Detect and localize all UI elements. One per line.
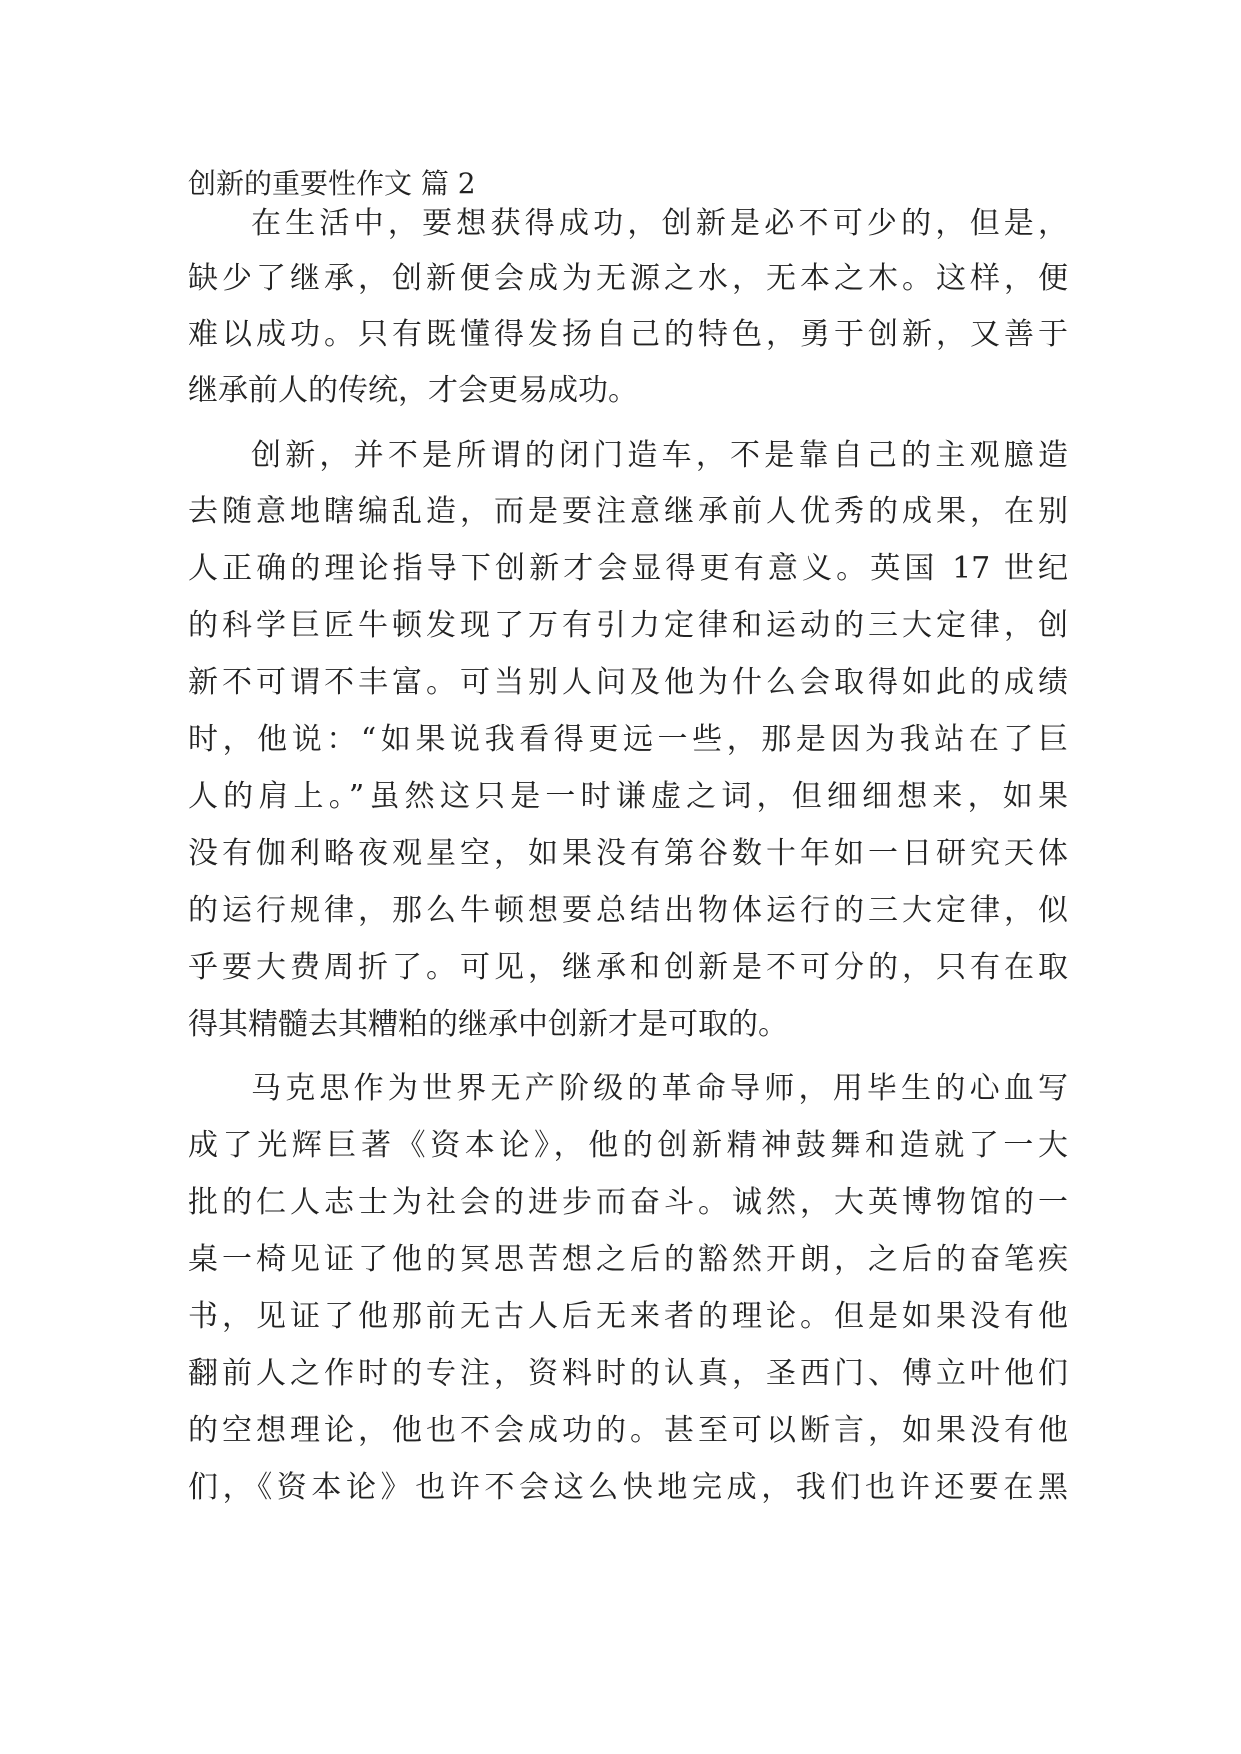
paragraph-2-line-9: 的运行规律，那么牛顿想要总结出物体运行的三大定律，似 (188, 893, 1068, 928)
paragraph-2-line-5: 新不可谓不丰富。可当别人问及他为什么会取得如此的成绩 (188, 665, 1068, 700)
paragraph-2-line-6: 时，他说：“如果说我看得更远一些，那是因为我站在了巨 (188, 722, 1068, 757)
paragraph-2-line-1: 创新，并不是所谓的闭门造车，不是靠自己的主观臆造 (251, 438, 1068, 473)
paragraph-3-line-4: 桌一椅见证了他的冥思苦想之后的豁然开朗，之后的奋笔疾 (188, 1242, 1068, 1277)
document-title: 创新的重要性作文 篇 2 (188, 167, 476, 200)
paragraph-3-line-2: 成了光辉巨著《资本论》，他的创新精神鼓舞和造就了一大 (188, 1128, 1068, 1163)
paragraph-1-line-4: 继承前人的传统，才会更易成功。 (188, 373, 638, 408)
paragraph-3-line-3: 批的仁人志士为社会的进步而奋斗。诚然，大英博物馆的一 (188, 1185, 1068, 1220)
paragraph-3-line-5: 书，见证了他那前无古人后无来者的理论。但是如果没有他 (188, 1299, 1068, 1334)
paragraph-2-line-3: 人正确的理论指导下创新才会显得更有意义。英国 17 世纪 (188, 551, 1068, 586)
paragraph-3-line-1: 马克思作为世界无产阶级的革命导师，用毕生的心血写 (251, 1071, 1068, 1106)
paragraph-2-line-8: 没有伽利略夜观星空，如果没有第谷数十年如一日研究天体 (188, 836, 1068, 871)
paragraph-3-line-8: 们，《资本论》也许不会这么快地完成，我们也许还要在黑 (188, 1470, 1068, 1505)
paragraph-2-line-2: 去随意地瞎编乱造，而是要注意继承前人优秀的成果，在别 (188, 494, 1068, 529)
paragraph-1-line-3: 难以成功。只有既懂得发扬自己的特色，勇于创新，又善于 (188, 317, 1068, 352)
paragraph-3-line-6: 翻前人之作时的专注，资料时的认真，圣西门、傅立叶他们 (188, 1356, 1068, 1391)
paragraph-2-line-11: 得其精髓去其糟粕的继承中创新才是可取的。 (188, 1007, 788, 1042)
paragraph-2-line-4: 的科学巨匠牛顿发现了万有引力定律和运动的三大定律，创 (188, 608, 1068, 643)
paragraph-1-line-1: 在生活中，要想获得成功，创新是必不可少的，但是， (251, 206, 1068, 241)
paragraph-2-line-7: 人的肩上。”虽然这只是一时谦虚之词，但细细想来，如果 (188, 779, 1068, 814)
paragraph-1-line-2: 缺少了继承，创新便会成为无源之水，无本之木。这样，便 (188, 261, 1068, 296)
paragraph-3-line-7: 的空想理论，他也不会成功的。甚至可以断言，如果没有他 (188, 1413, 1068, 1448)
paragraph-2-line-10: 乎要大费周折了。可见，继承和创新是不可分的，只有在取 (188, 950, 1068, 985)
